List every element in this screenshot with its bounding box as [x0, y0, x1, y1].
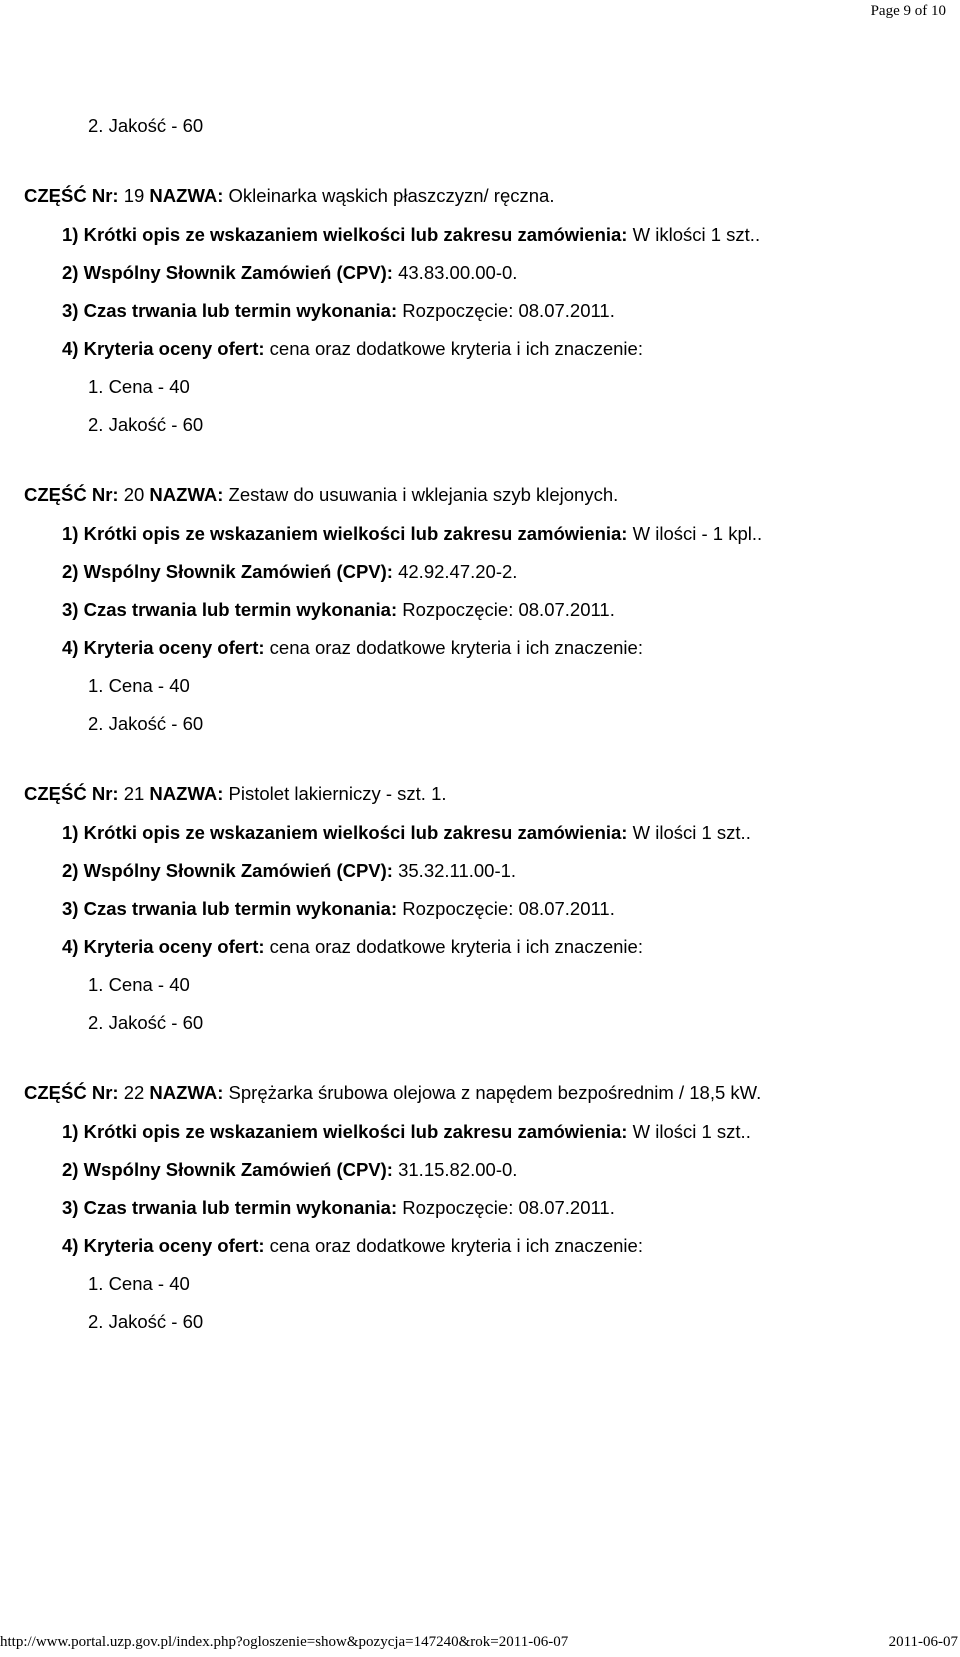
page-counter: Page 9 of 10 [870, 3, 946, 19]
czas-label: 3) Czas trwania lub termin wykonania: [62, 898, 398, 919]
czas-value: Rozpoczęcie: 08.07.2011. [397, 1197, 615, 1218]
top-criterion-item: 2. Jakość - 60 [88, 115, 204, 136]
czas-row [0, 298, 960, 323]
nazwa-label: NAZWA: [149, 185, 224, 206]
opis-value: W iklości 1 szt.. [627, 224, 761, 245]
opis-row [0, 521, 960, 546]
cpv-value: 42.92.47.20-2. [392, 561, 518, 582]
criterion-cena: 1. Cena - 40 [88, 376, 190, 397]
footer-date: 2011-06-07 [888, 1634, 958, 1650]
cpv-value: 43.83.00.00-0. [392, 262, 518, 283]
cpv-row [0, 559, 960, 584]
kryteria-row [0, 635, 960, 660]
czas-value: Rozpoczęcie: 08.07.2011. [397, 898, 615, 919]
nazwa-value: Okleinarka wąskich płaszczyzn/ ręczna. [223, 185, 555, 206]
cpv-value: 35.32.11.00-1. [392, 860, 517, 881]
opis-value: W ilości 1 szt.. [627, 1121, 751, 1142]
opis-label: 1) Krótki opis ze wskazaniem wielkości lub zakresu zamówienia: [62, 224, 628, 245]
kryteria-row [0, 1233, 960, 1258]
document-body [0, 113, 960, 1334]
czesc-section [0, 781, 960, 1035]
nazwa-value: Zestaw do usuwania i wklejania szyb klejonych. [223, 484, 619, 505]
cpv-row [0, 1157, 960, 1182]
footer-url: http://www.portal.uzp.gov.pl/index.php?ogloszenie=show&pozycja=147240&rok=2011-06-07 [0, 1634, 569, 1650]
czas-label: 3) Czas trwania lub termin wykonania: [62, 1197, 398, 1218]
criterion-jakosc: 2. Jakość - 60 [88, 1012, 204, 1033]
cpv-value: 31.15.82.00-0. [392, 1159, 518, 1180]
czesc-heading [0, 482, 960, 507]
kryteria-value: cena oraz dodatkowe kryteria i ich znaczenie: [264, 936, 643, 957]
czas-value: Rozpoczęcie: 08.07.2011. [397, 300, 615, 321]
cpv-label: 2) Wspólny Słownik Zamówień (CPV): [62, 860, 393, 881]
czesc-number: 19 [118, 185, 150, 206]
kryteria-row [0, 336, 960, 361]
czesc-heading [0, 183, 960, 208]
czesc-section [0, 183, 960, 437]
czas-row [0, 597, 960, 622]
czas-value: Rozpoczęcie: 08.07.2011. [397, 599, 615, 620]
czas-label: 3) Czas trwania lub termin wykonania: [62, 599, 398, 620]
criterion-cena: 1. Cena - 40 [88, 675, 190, 696]
cpv-row [0, 858, 960, 883]
nazwa-label: NAZWA: [149, 1082, 224, 1103]
kryteria-label: 4) Kryteria oceny ofert: [62, 936, 265, 957]
cpv-label: 2) Wspólny Słownik Zamówień (CPV): [62, 1159, 393, 1180]
opis-label: 1) Krótki opis ze wskazaniem wielkości lub zakresu zamówienia: [62, 523, 628, 544]
criterion-jakosc: 2. Jakość - 60 [88, 713, 204, 734]
cpv-label: 2) Wspólny Słownik Zamówień (CPV): [62, 262, 393, 283]
cpv-label: 2) Wspólny Słownik Zamówień (CPV): [62, 561, 393, 582]
kryteria-value: cena oraz dodatkowe kryteria i ich znaczenie: [264, 637, 643, 658]
czesc-section [0, 1080, 960, 1334]
nazwa-label: NAZWA: [149, 484, 224, 505]
opis-label: 1) Krótki opis ze wskazaniem wielkości lub zakresu zamówienia: [62, 822, 628, 843]
czesc-number: 21 [118, 783, 150, 804]
czesc-section [0, 482, 960, 736]
criterion-cena: 1. Cena - 40 [88, 974, 190, 995]
criterion-jakosc: 2. Jakość - 60 [88, 414, 204, 435]
czesc-heading [0, 781, 960, 806]
kryteria-row [0, 934, 960, 959]
czas-row [0, 896, 960, 921]
czas-label: 3) Czas trwania lub termin wykonania: [62, 300, 398, 321]
czesc-number: 22 [118, 1082, 150, 1103]
kryteria-label: 4) Kryteria oceny ofert: [62, 1235, 265, 1256]
kryteria-label: 4) Kryteria oceny ofert: [62, 637, 265, 658]
cpv-row [0, 260, 960, 285]
criterion-cena: 1. Cena - 40 [88, 1273, 190, 1294]
kryteria-value: cena oraz dodatkowe kryteria i ich znaczenie: [264, 1235, 643, 1256]
opis-value: W ilości - 1 kpl.. [627, 523, 763, 544]
nazwa-value: Sprężarka śrubowa olejowa z napędem bezpośrednim / 18,5 kW. [223, 1082, 762, 1103]
czas-row [0, 1195, 960, 1220]
opis-row [0, 1119, 960, 1144]
czesc-label: CZĘŚĆ Nr: [24, 484, 119, 505]
kryteria-label: 4) Kryteria oceny ofert: [62, 338, 265, 359]
criterion-jakosc: 2. Jakość - 60 [88, 1311, 204, 1332]
opis-value: W ilości 1 szt.. [627, 822, 751, 843]
nazwa-value: Pistolet lakierniczy - szt. 1. [223, 783, 447, 804]
czesc-label: CZĘŚĆ Nr: [24, 185, 119, 206]
opis-label: 1) Krótki opis ze wskazaniem wielkości lub zakresu zamówienia: [62, 1121, 628, 1142]
kryteria-value: cena oraz dodatkowe kryteria i ich znaczenie: [264, 338, 643, 359]
czesc-label: CZĘŚĆ Nr: [24, 783, 119, 804]
sections-list [0, 183, 960, 1334]
opis-row [0, 820, 960, 845]
opis-row [0, 222, 960, 247]
czesc-heading [0, 1080, 960, 1105]
nazwa-label: NAZWA: [149, 783, 224, 804]
czesc-number: 20 [118, 484, 150, 505]
czesc-label: CZĘŚĆ Nr: [24, 1082, 119, 1103]
